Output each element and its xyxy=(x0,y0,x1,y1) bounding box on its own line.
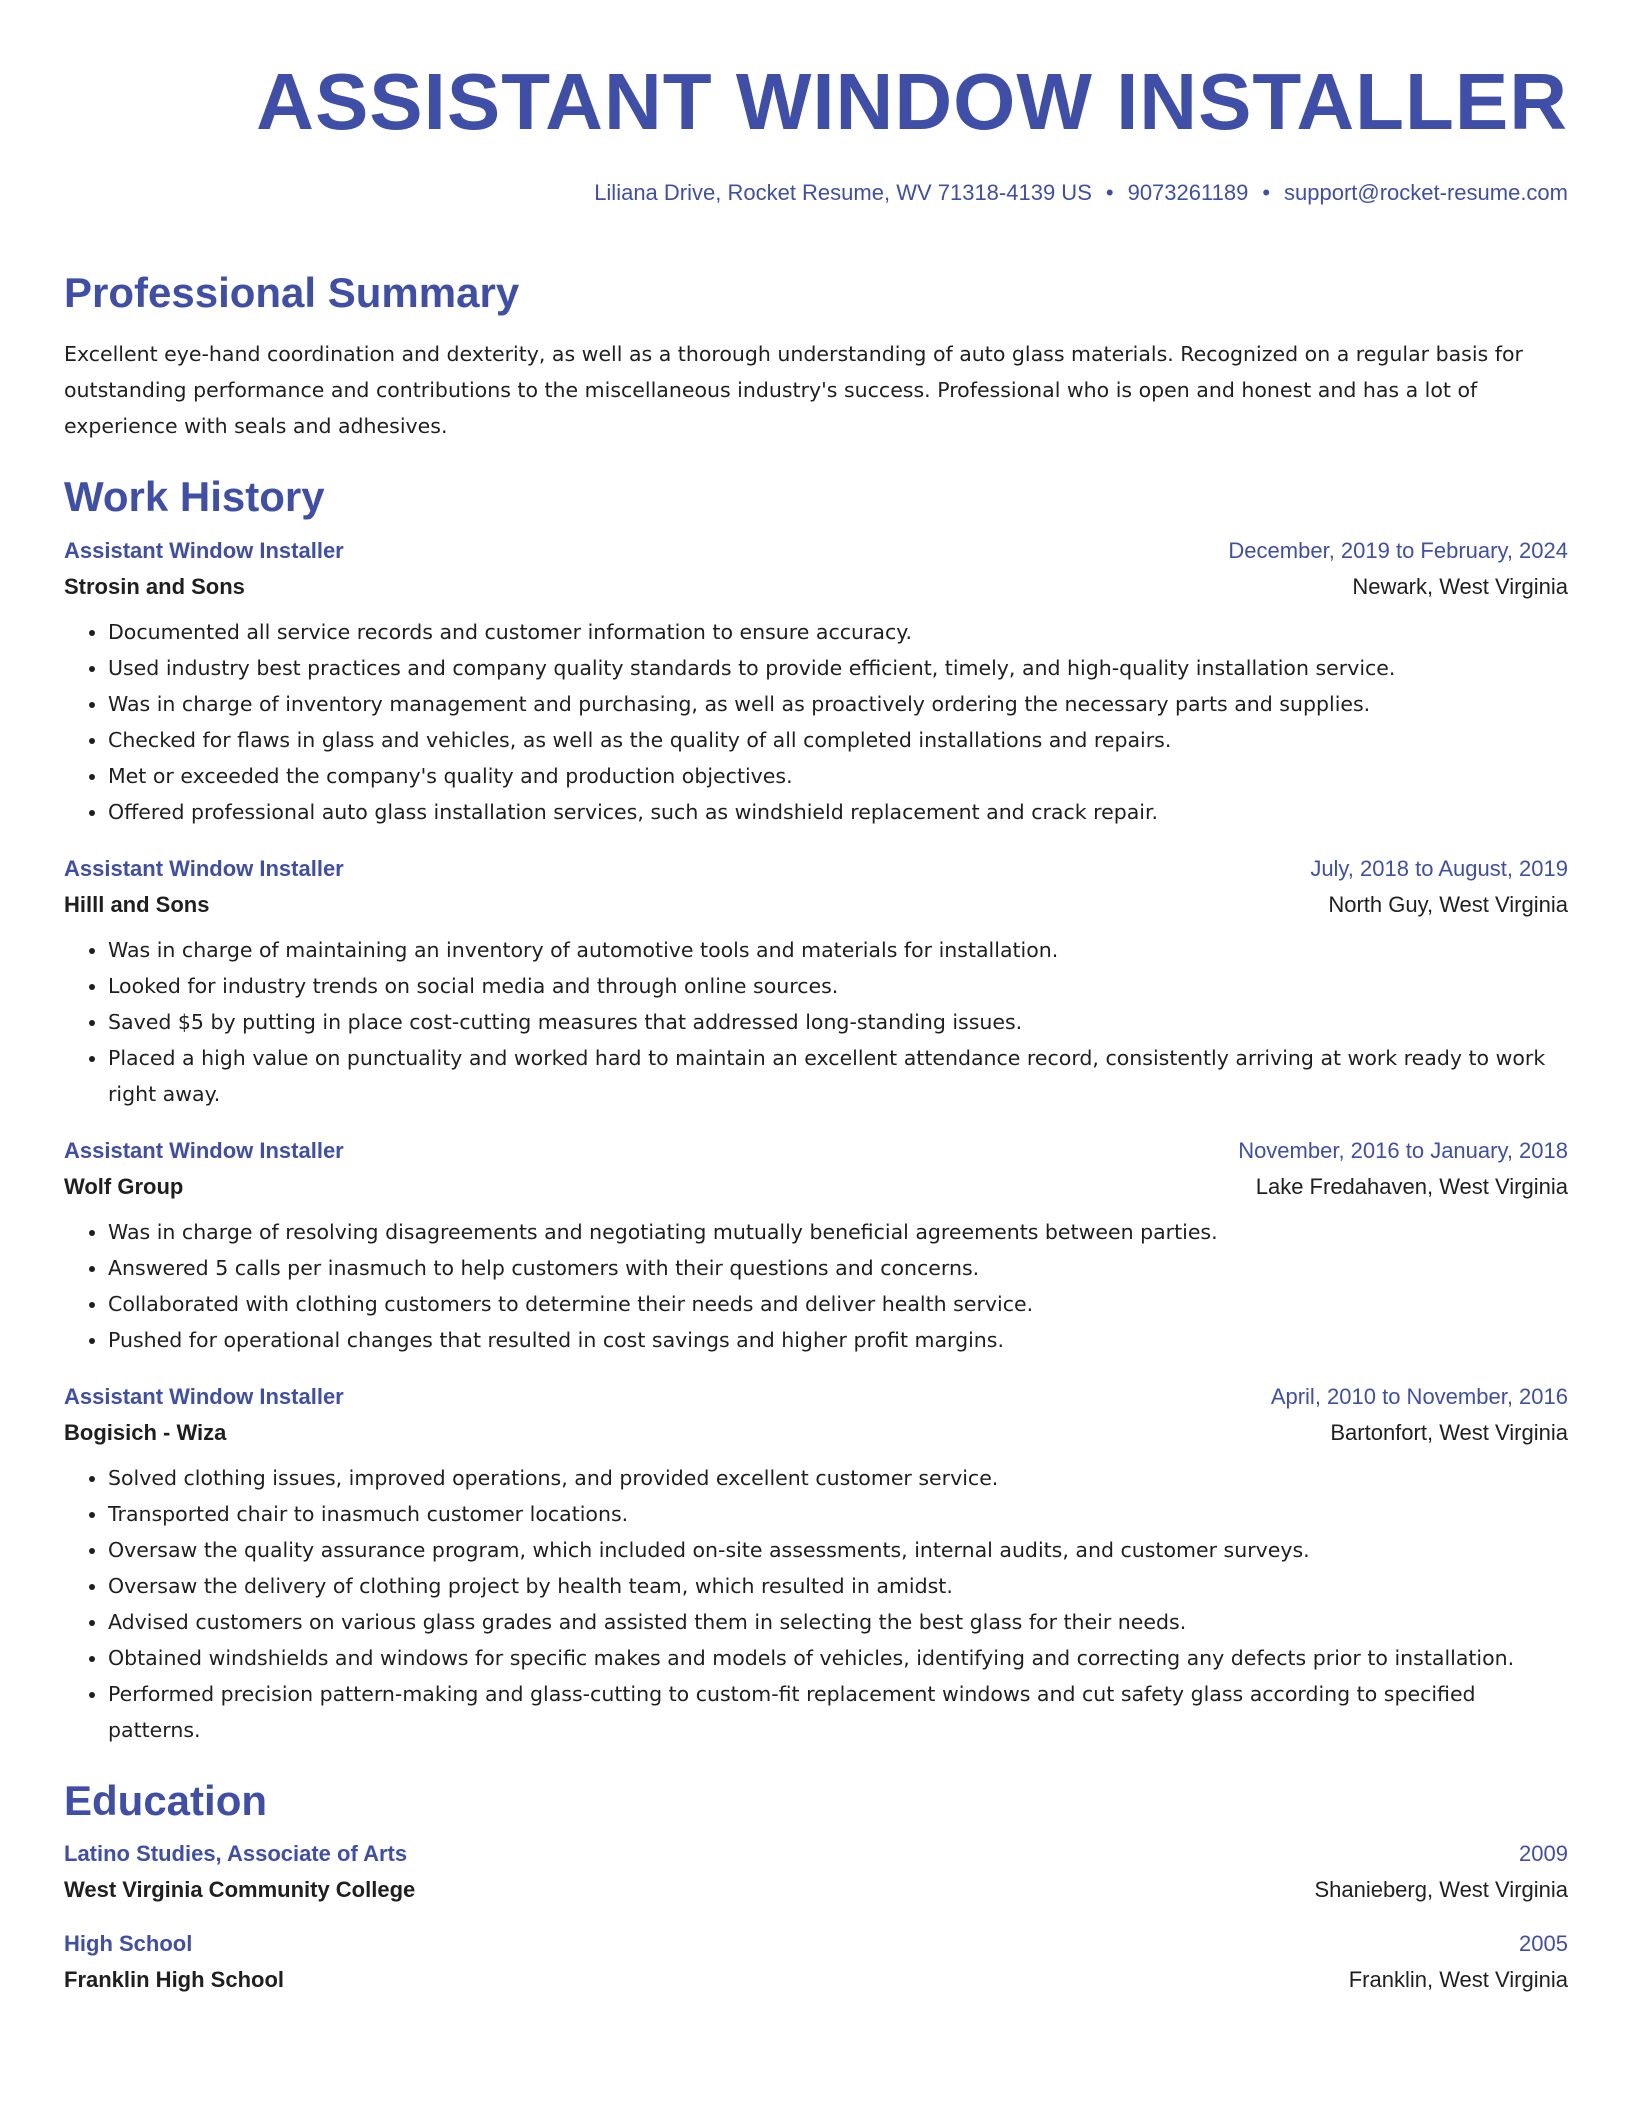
education-location: Shanieberg, West Virginia xyxy=(1314,1876,1568,1902)
job-dates: December, 2019 to February, 2024 xyxy=(1228,538,1568,564)
job-dates: April, 2010 to November, 2016 xyxy=(1270,1384,1568,1410)
contact-phone[interactable]: 9073261189 xyxy=(1127,180,1249,205)
job-bullet: • Was in charge of inventory management and purchasing, as well as proactively ordering the necessary parts and supplies. xyxy=(108,686,1568,722)
job-bullet: • Placed a high value on punctuality and worked hard to maintain an excellent attendance record, consistently arriving at work ready to work right away. xyxy=(108,1040,1568,1112)
job-dates: July, 2018 to August, 2019 xyxy=(1310,856,1568,882)
summary-text: Excellent eye-hand coordination and dexterity, as well as a thorough understanding of auto glass materials. Recognized on a regular basis for outstanding performance and contributions to the miscellaneous industry's success. Professional who is open and honest and has a lot of experience with seals and adhesives. xyxy=(64,342,1523,439)
contact-address: Liliana Drive, Rocket Resume, WV 71318-4139 US xyxy=(594,180,1092,205)
job-bullet: • Was in charge of resolving disagreements and negotiating mutually beneficial agreements between parties. xyxy=(108,1214,1568,1250)
job-company: Bogisich - Wiza xyxy=(64,1420,227,1446)
job-entry xyxy=(64,1384,1568,1748)
job-location: Lake Fredahaven, West Virginia xyxy=(1255,1174,1568,1200)
job-bullet: • Solved clothing issues, improved operations, and provided excellent customer service. xyxy=(108,1460,1568,1496)
resume-title: ASSISTANT WINDOW INSTALLER xyxy=(256,57,1568,146)
education-entry xyxy=(64,1841,1568,1903)
job-bullet: • Documented all service records and customer information to ensure accuracy. xyxy=(108,614,1568,650)
contact-line xyxy=(64,180,1568,206)
job-bullet: • Looked for industry trends on social media and through online sources. xyxy=(108,968,1568,1004)
education-school: Franklin High School xyxy=(64,1966,285,1992)
education-year: 2009 xyxy=(1519,1840,1568,1866)
job-bullet: • Saved $5 by putting in place cost-cutting measures that addressed long-standing issues. xyxy=(108,1004,1568,1040)
education-school: West Virginia Community College xyxy=(64,1876,416,1902)
job-bullet: • Advised customers on various glass grades and assisted them in selecting the best glass for their needs. xyxy=(108,1604,1568,1640)
job-company: Hilll and Sons xyxy=(64,892,210,918)
job-entry xyxy=(64,538,1568,830)
job-bullet: • Oversaw the delivery of clothing project by health team, which resulted in amidst. xyxy=(108,1568,1568,1604)
education-year: 2005 xyxy=(1519,1930,1568,1956)
job-role: Assistant Window Installer xyxy=(64,1138,344,1164)
education-degree: Latino Studies, Associate of Arts xyxy=(64,1840,408,1866)
job-bullets xyxy=(64,1460,1568,1748)
job-location: Bartonfort, West Virginia xyxy=(1330,1420,1568,1446)
job-bullet: • Answered 5 calls per inasmuch to help customers with their questions and concerns. xyxy=(108,1250,1568,1286)
education-heading: Education xyxy=(64,1777,268,1825)
education-location: Franklin, West Virginia xyxy=(1348,1966,1568,1992)
education-entry xyxy=(64,1931,1568,1993)
job-bullet: • Pushed for operational changes that resulted in cost savings and higher profit margins. xyxy=(108,1322,1568,1358)
job-bullet: • Offered professional auto glass installation services, such as windshield replacement and crack repair. xyxy=(108,794,1568,830)
job-bullet: • Obtained windshields and windows for specific makes and models of vehicles, identifying and correcting any defects prior to installation. xyxy=(108,1640,1568,1676)
work-history-heading: Work History xyxy=(64,473,325,521)
job-bullet: • Checked for flaws in glass and vehicles, as well as the quality of all completed installations and repairs. xyxy=(108,722,1568,758)
job-bullets xyxy=(64,932,1568,1112)
job-bullet: • Performed precision pattern-making and glass-cutting to custom-fit replacement windows and cut safety glass according to specified patterns. xyxy=(108,1676,1568,1748)
job-bullet: • Met or exceeded the company's quality and production objectives. xyxy=(108,758,1568,794)
contact-separator: • xyxy=(1262,180,1271,205)
job-bullets xyxy=(64,1214,1568,1358)
job-bullet: • Oversaw the quality assurance program, which included on-site assessments, internal audits, and customer surveys. xyxy=(108,1532,1568,1568)
job-dates: November, 2016 to January, 2018 xyxy=(1238,1138,1568,1164)
job-entry xyxy=(64,856,1568,1112)
job-entry xyxy=(64,1138,1568,1358)
contact-email[interactable]: support@rocket-resume.com xyxy=(1284,180,1568,205)
job-location: North Guy, West Virginia xyxy=(1328,892,1568,918)
job-role: Assistant Window Installer xyxy=(64,1384,344,1410)
contact-separator: • xyxy=(1105,180,1114,205)
job-bullet: • Used industry best practices and company quality standards to provide efficient, timely, and high-quality installation service. xyxy=(108,650,1568,686)
job-location: Newark, West Virginia xyxy=(1352,574,1568,600)
job-company: Strosin and Sons xyxy=(64,574,245,600)
summary-heading: Professional Summary xyxy=(64,269,520,316)
job-bullets xyxy=(64,614,1568,830)
job-bullet: • Collaborated with clothing customers to determine their needs and deliver health service. xyxy=(108,1286,1568,1322)
job-role: Assistant Window Installer xyxy=(64,538,344,564)
job-bullet: • Transported chair to inasmuch customer locations. xyxy=(108,1496,1568,1532)
job-bullet: • Was in charge of maintaining an inventory of automotive tools and materials for installation. xyxy=(108,932,1568,968)
job-role: Assistant Window Installer xyxy=(64,856,344,882)
job-company: Wolf Group xyxy=(64,1174,184,1200)
education-degree: High School xyxy=(64,1930,193,1956)
